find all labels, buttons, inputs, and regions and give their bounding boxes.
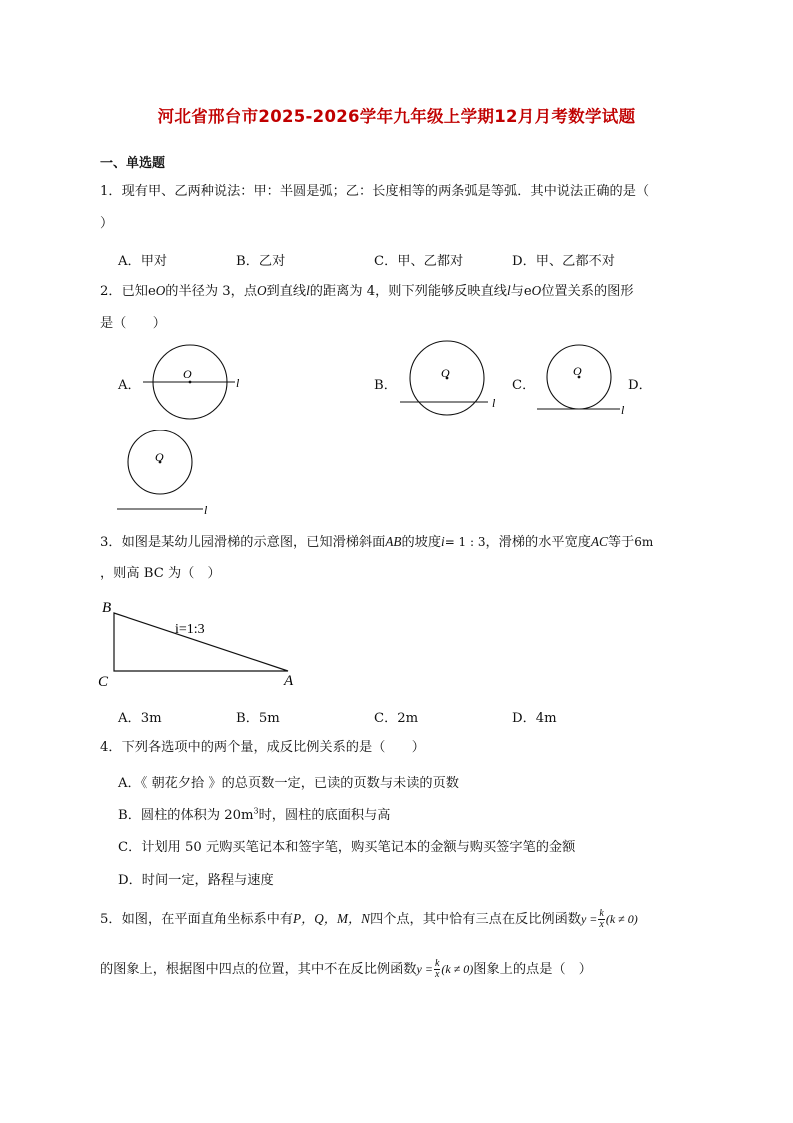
q2-figure-c [535,343,635,418]
q3-option-d: D．4m [512,711,557,726]
q2-stem-line1 [100,282,634,301]
q2-text-1: 2．已知 [100,284,148,299]
q3-stem-line2: ，则高 BC 为（ ） [100,566,221,581]
q3-length: 6m [634,535,654,549]
q1-option-c: C．甲、乙都对 [374,254,464,269]
q4-option-c: C．计划用 50 元购买笔记本和签字笔，购买笔记本的金额与购买签字笔的金额 [118,840,576,855]
q5-text-3: 的图象上，根据图中四点的位置，其中不在反比例函数 [100,962,417,977]
q1-stem-line2: ） [100,216,114,231]
q5-condition-2: (k ≠ 0) [441,962,474,976]
q5-points: P，Q，M，N [293,911,370,926]
q5-fraction-1-denominator: x [599,919,604,930]
q5-fraction-2-numerator: k [434,958,440,969]
q4-option-b-text-1: B．圆柱的体积为 20m [118,808,254,823]
q2-o-1: O [155,283,166,298]
q2-o-3: O [531,283,542,298]
q4-stem: 4．下列各选项中的两个量，成反比例关系的是（ ） [100,740,425,755]
q2c-center-label: O [573,364,582,378]
q5-condition-1: (k ≠ 0) [605,912,638,926]
q1-option-b: B．乙对 [236,254,286,269]
q5-fraction-2 [434,959,440,980]
q3-vertex-c: C [98,674,109,690]
q2a-center-label: O [183,367,192,381]
q3-option-a: A．3m [118,711,162,726]
q2d-center-label: O [155,450,164,464]
q2a-center-dot [189,381,192,384]
q3-option-b: B．5m [236,711,280,726]
q2-l-2: l [507,283,511,298]
q2-circle-symbol-1: e [147,284,156,299]
q5-text-4: 图象上的点是（ ） [473,962,592,977]
q3-ab: AB [385,534,402,549]
q2b-line-label: l [492,396,496,410]
q2-figure-b [395,340,505,420]
q2-label-c: C． [512,378,536,393]
q5-text-2: 四个点，其中恰有三点在反比例函数 [369,912,581,927]
page-title: 河北省邢台市2025-2026学年九年级上学期12月月考数学试题 [157,107,636,126]
q5-func-y: y = [580,912,598,926]
q5-fraction-1 [598,909,604,930]
q2-l-1: l [306,283,310,298]
q4-option-b-superscript: 3 [253,806,259,816]
q3-slope-i: i [441,534,445,549]
q2-label-b: B． [374,378,397,393]
q3-vertex-a: A [284,673,294,689]
q4-option-b [118,804,390,823]
q2-o-2: O [257,283,267,298]
q5-stem-line2 [100,952,592,987]
q4-option-a: A．《 朝花夕拾 》的总页数一定，已读的页数与未读的页数 [118,776,459,791]
q2-circle-symbol-2: e [523,284,532,299]
q3-text-3: ，滑梯的水平宽度 [485,535,591,550]
q2-stem-line2: 是（ ） [100,316,166,331]
q4-option-b-text-2: 时，圆柱的底面积与高 [258,808,391,823]
q5-fraction-2-denominator: x [434,969,440,980]
q2-figure-d [115,430,220,520]
q5-fraction-1-numerator: k [599,908,604,919]
q2-text-2: 的半径为 3，点 [165,284,258,299]
q2c-line-label: l [621,403,625,417]
q3-text-4: 等于 [607,535,635,550]
section-heading: 一、单选题 [100,156,166,171]
q2-figure-a [135,340,250,425]
q3-stem-line1 [100,533,653,552]
q3-text-2: 的坡度 [401,535,442,550]
q3-option-c: C．2m [374,711,419,726]
q1-option-d: D．甲、乙都不对 [512,254,615,269]
q5-stem-line1 [100,902,638,937]
q2-text-5: 与 [510,284,524,299]
q5-text-1: 5．如图，在平面直角坐标系中有 [100,912,294,927]
q5-func-y-2: y = [416,962,433,976]
q2-text-6: 位置关系的图形 [541,284,634,299]
q1-stem-line1: 1．现有甲、乙两种说法：甲：半圆是弧；乙：长度相等的两条弧是等弧．其中说法正确的是（ [100,184,650,199]
q2b-center-label: O [441,366,450,380]
q1-option-a: A．甲对 [118,254,168,269]
q2-label-d: D． [628,378,652,393]
q2-text-4: 的距离为 4，则下列能够反映直线 [309,284,507,299]
q2d-line-label: l [204,503,208,517]
q2-label-a: A． [118,378,141,393]
q2-text-3: 到直线 [266,284,307,299]
q4-option-d: D．时间一定，路程与速度 [118,873,274,888]
q3-slope-label: i=1:3 [175,622,205,637]
q3-text-1: 3．如图是某幼儿园滑梯的示意图，已知滑梯斜面 [100,535,386,550]
q2a-line-label: l [236,376,240,390]
q3-ac: AC [591,534,608,549]
q3-vertex-b: B [102,600,112,616]
q3-slope-value: = 1 : 3 [444,535,486,549]
q3-figure-slide [95,595,315,695]
